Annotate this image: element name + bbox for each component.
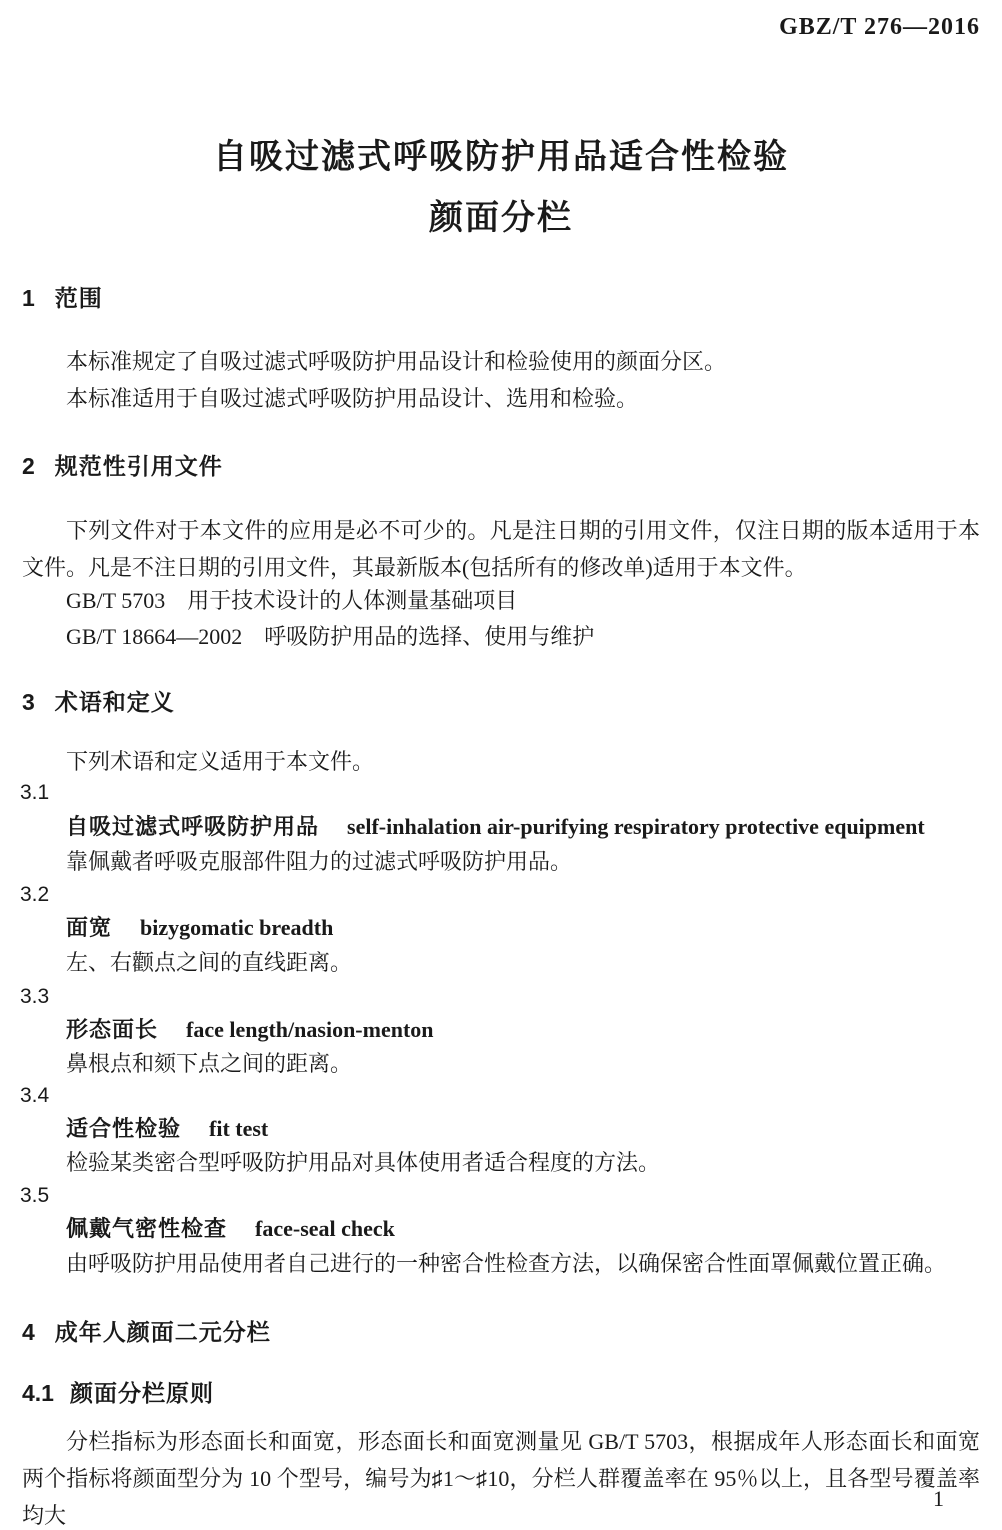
term-number-3-4: 3.4 — [20, 1084, 50, 1107]
section-1-paragraph-2: 本标准适用于自吸过滤式呼吸防护用品设计、选用和检验。 — [66, 386, 639, 411]
term-zh-3-4: 适合性检验 — [66, 1116, 182, 1141]
term-zh-3-3: 形态面长 — [66, 1017, 159, 1042]
section-4-1-heading-text: 颜面分栏原则 — [69, 1380, 214, 1406]
section-4-number: 4 — [22, 1319, 35, 1345]
term-number-3-2: 3.2 — [20, 883, 50, 906]
section-4-1-number: 4.1 — [22, 1380, 54, 1406]
doc-number: GBZ/T 276—2016 — [779, 14, 980, 40]
term-en-3-5: face-seal check — [255, 1216, 395, 1241]
term-heading-3-2 — [66, 915, 333, 941]
section-4-1-heading — [22, 1375, 214, 1408]
section-3-intro: 下列术语和定义适用于本文件。 — [66, 749, 375, 774]
section-4-paragraph-1: 分栏指标为形态面长和面宽，形态面长和面宽测量见 GB/T 5703，根据成年人形态面长和面宽两个指标将颜面型分为 10 个型号，编号为♯1～♯10，分栏人群覆盖率在 95％以上，且各型号覆盖率均大 — [22, 1429, 980, 1528]
term-heading-3-4 — [66, 1116, 268, 1142]
section-2-reference-2: GB/T 18664—2002 呼吸防护用品的选择、使用与维护 — [66, 624, 595, 649]
document-title-line2: 颜面分栏 — [429, 199, 573, 237]
term-heading-3-5 — [66, 1216, 395, 1242]
term-number-3-1: 3.1 — [20, 781, 50, 804]
term-heading-3-3 — [66, 1017, 434, 1043]
term-en-3-4: fit test — [209, 1116, 269, 1141]
section-3-heading — [22, 684, 175, 717]
section-2-heading-text: 规范性引用文件 — [54, 453, 223, 479]
section-1-paragraph-1: 本标准规定了自吸过滤式呼吸防护用品设计和检验使用的颜面分区。 — [66, 349, 727, 374]
term-en-3-3: face length/nasion-menton — [186, 1017, 434, 1042]
term-en-3-2: bizygomatic breadth — [140, 915, 334, 940]
section-2-number: 2 — [22, 453, 35, 479]
section-1-heading-text: 范围 — [54, 285, 103, 311]
section-3-heading-text: 术语和定义 — [54, 689, 175, 715]
section-3-number: 3 — [22, 689, 35, 715]
document-title-line1: 自吸过滤式呼吸防护用品适合性检验 — [213, 138, 789, 176]
document-title — [0, 127, 1002, 249]
term-zh-3-5: 佩戴气密性检查 — [66, 1216, 228, 1241]
term-definition-3-1: 靠佩戴者呼吸克服部件阻力的过滤式呼吸防护用品。 — [66, 849, 573, 874]
term-zh-3-1: 自吸过滤式呼吸防护用品 — [66, 814, 320, 839]
section-2-paragraph-1: 下列文件对于本文件的应用是必不可少的。凡是注日期的引用文件，仅注日期的版本适用于本文件。凡是不注日期的引用文件，其最新版本(包括所有的修改单)适用于本文件。 — [22, 518, 980, 580]
term-number-3-5: 3.5 — [20, 1184, 50, 1207]
section-4-heading-text: 成年人颜面二元分栏 — [54, 1319, 271, 1345]
section-1-heading — [22, 280, 103, 313]
term-heading-3-1 — [66, 814, 925, 840]
section-1-number: 1 — [22, 285, 35, 311]
term-definition-3-4: 检验某类密合型呼吸防护用品对具体使用者适合程度的方法。 — [66, 1150, 661, 1175]
term-definition-3-5: 由呼吸防护用品使用者自己进行的一种密合性检查方法，以确保密合性面罩佩戴位置正确。 — [66, 1251, 947, 1276]
term-definition-3-3: 鼻根点和颏下点之间的距离。 — [66, 1051, 353, 1076]
section-2-reference-1: GB/T 5703 用于技术设计的人体测量基础项目 — [66, 588, 518, 613]
term-number-3-3: 3.3 — [20, 985, 50, 1008]
term-definition-3-2: 左、右颧点之间的直线距离。 — [66, 950, 353, 975]
section-2-heading — [22, 448, 223, 481]
term-en-3-1: self-inhalation air-purifying respiratory protective equipment — [347, 814, 925, 839]
page-number: 1 — [933, 1486, 944, 1511]
section-4-heading — [22, 1314, 271, 1347]
term-zh-3-2: 面宽 — [66, 915, 113, 940]
